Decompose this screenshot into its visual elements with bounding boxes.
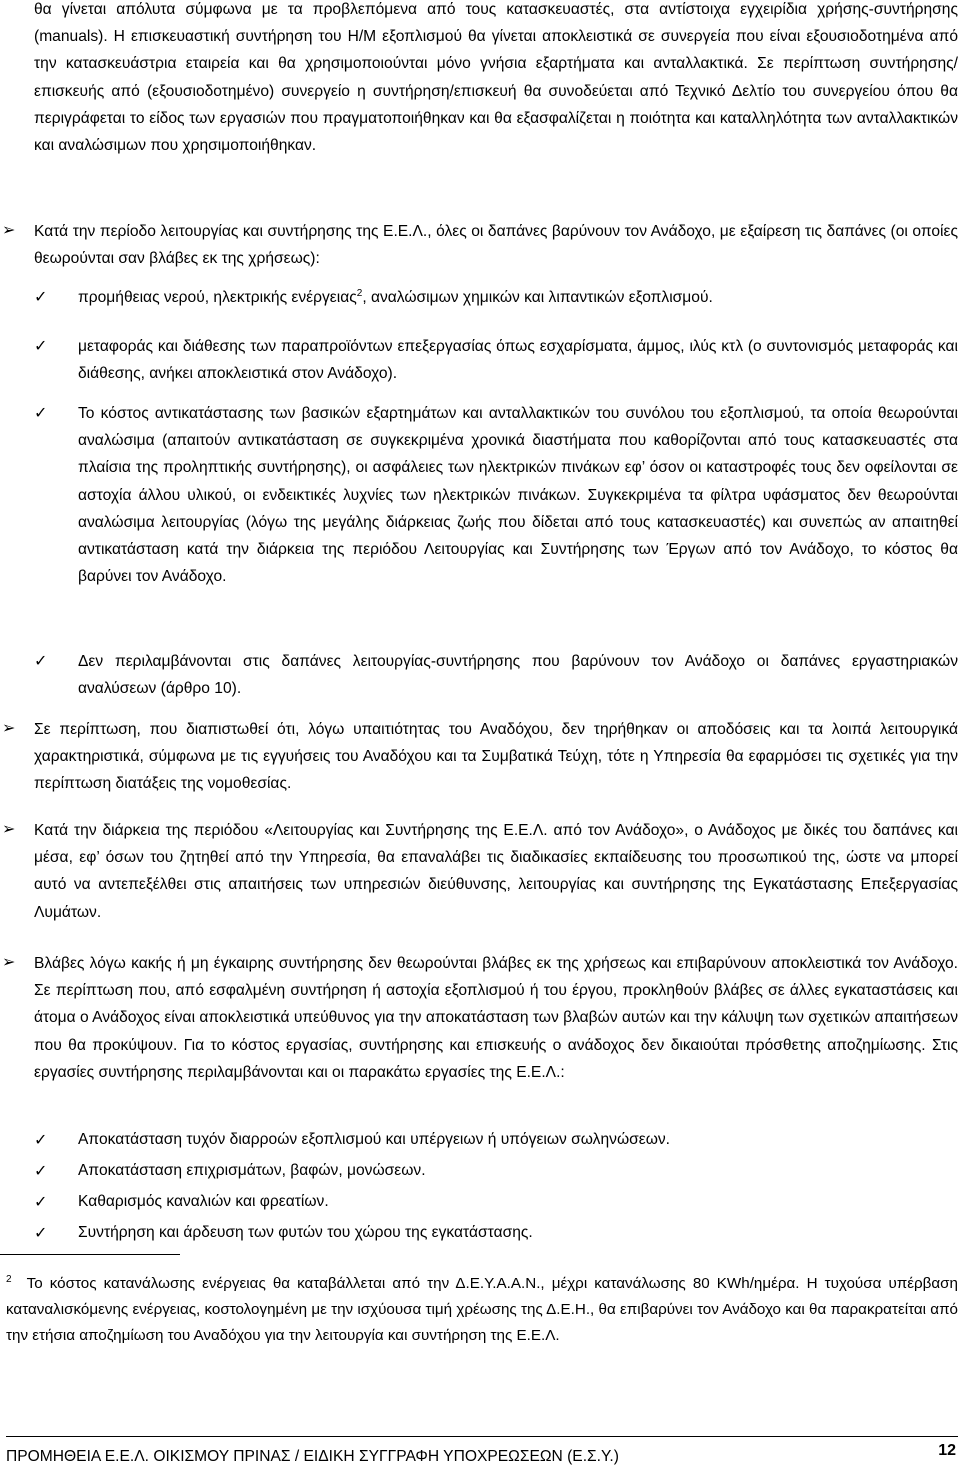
arrow-bullet-icon: ➢ <box>2 819 16 838</box>
bullet-2-text: Σε περίπτωση, που διαπιστωθεί ότι, λόγω υπαιτιότητας του Αναδόχου, δεν τηρήθηκαν οι αποδόσεις και τα λοιπά λειτουργικά χαρακτηριστικά, σύμφωνα με τις εγγυήσεις του Αναδόχου και τα Συμβατικά Τεύχη, τότε η Υπηρεσία θα εφαρμόσει τις σχετικές για την περίπτωση διατάξεις της νομοθεσίας. <box>34 721 958 793</box>
arrow-bullet-1 <box>2 218 958 272</box>
arrow-bullet-icon: ➢ <box>2 952 16 971</box>
footnote-mark: 2 <box>6 1273 12 1285</box>
arrow-bullet-2 <box>2 716 958 798</box>
checklist-item-3-text: Καθαρισμός καναλιών και φρεατίων. <box>78 1193 329 1210</box>
footnote-separator <box>0 1254 180 1255</box>
check-item-2 <box>34 333 958 387</box>
arrow-bullet-4 <box>2 950 958 1086</box>
page-number: 12 <box>938 1442 956 1459</box>
checkmark-icon: ✓ <box>34 1161 48 1180</box>
maintenance-checklist <box>34 1126 958 1250</box>
checkmark-icon: ✓ <box>34 336 48 355</box>
checklist-item-4 <box>34 1219 958 1250</box>
check-item-4 <box>34 648 958 702</box>
checklist-item-1-text: Αποκατάσταση τυχόν διαρροών εξοπλισμού και υπέργειων ή υπόγειων σωληνώσεων. <box>78 1131 671 1148</box>
arrow-bullet-icon: ➢ <box>2 718 16 737</box>
check-item-1-text <box>78 284 958 311</box>
checkmark-icon: ✓ <box>34 1130 48 1149</box>
arrow-bullet-icon: ➢ <box>2 220 16 239</box>
checklist-item-3 <box>34 1188 958 1219</box>
checkmark-icon: ✓ <box>34 403 48 422</box>
checkmark-icon: ✓ <box>34 1223 48 1242</box>
check-item-1 <box>34 284 958 311</box>
check-item-1-pre: προμήθειας νερού, ηλεκτρικής ενέργειας <box>78 289 357 306</box>
footer-title: ΠΡΟΜΗΘΕΙΑ Ε.Ε.Λ. ΟΙΚΙΣΜΟΥ ΠΡΙΝΑΣ / ΕΙΔΙΚΗ ΣΥΓΓΡΑΦΗ ΥΠΟΧΡΕΩΣΕΩΝ (Ε.Σ.Υ.) <box>6 1448 619 1465</box>
footer-separator <box>6 1436 958 1437</box>
footnote-ref: 2 <box>356 287 363 299</box>
check-item-1-post: , αναλώσιμων χημικών και λιπαντικών εξοπλισμού. <box>362 289 713 306</box>
checklist-item-4-text: Συντήρηση και άρδευση των φυτών του χώρου της εγκατάστασης. <box>78 1224 533 1241</box>
bullet-4-text: Βλάβες λόγω κακής ή μη έγκαιρης συντήρησης δεν θεωρούνται βλάβες εκ της χρήσεως και επιβαρύνουν αποκλειστικά τον Ανάδοχο. Σε περίπτωση που, από εσφαλμένη συντήρηση ή αστοχία εξοπλισμού ή του έργου, προκληθούν βλάβες σε άλλες εγκαταστάσεις και άτομα ο Ανάδοχος είναι αποκλειστικά υπεύθυνος για την αποκατάσταση των βλαβών αυτών και την κάλυψη των σχετικών απαιτήσεων που θα προκύψουν. Για το κόστος εργασίας, συντήρησης και επισκευής ο ανάδοχος δεν δικαιούται πρόσθετης αποζημίωσης. Στις εργασίες συντήρησης περιλαμβάνονται και οι παρακάτω εργασίες της Ε.Ε.Λ.: <box>34 955 958 1081</box>
checkmark-icon: ✓ <box>34 651 48 670</box>
footnote <box>6 1271 958 1349</box>
check-item-3 <box>34 400 958 590</box>
check-item-3-text: Το κόστος αντικατάστασης των βασικών εξαρτημάτων και ανταλλακτικών του συνόλου του εξοπλισμού, τα οποία θεωρούνται αναλώσιμα (απαιτούν αντικατάσταση σε συγκεκριμένα χρονικά διαστήματα που καθορίζονται από τους κατασκευαστές στα πλαίσια της προληπτικής συντήρησης), οι ασφάλειες των ηλεκτρικών πινάκων εφ’ όσον οι καταστροφές τους δεν οφείλονται σε αστοχία άλλου υλικού, οι ενδεικτικές λυχνίες των ηλεκτρικών πινάκων. Συγκεκριμένα τα φίλτρα υφάσματος δεν θεωρούνται αναλώσιμα λειτουργίας (λόγω της μεγάλης διάρκειας ζωής που δίδεται από τους κατασκευαστές) και συνεπώς αν απαιτηθεί αντικατάσταση κατά την διάρκεια της περιόδου Λειτουργίας και Συντήρησης των Έργων από τον Ανάδοχο, το κόστος θα βαρύνει τον Ανάδοχο. <box>78 405 958 586</box>
checkmark-icon: ✓ <box>34 287 48 306</box>
bullet-1-text: Κατά την περίοδο λειτουργίας και συντήρησης της Ε.Ε.Λ., όλες οι δαπάνες βαρύνουν τον Ανάδοχο, με εξαίρεση τις δαπάνες (οι οποίες θεωρούνται σαν βλάβες εκ της χρήσεως): <box>34 223 958 268</box>
checklist-item-2 <box>34 1157 958 1188</box>
footnote-text: Το κόστος κατανάλωσης ενέργειας θα καταβάλλεται από την Δ.Ε.Υ.Α.Α.Ν., μέχρι κατανάλωσης 80 KWh/ημέρα. Η τυχούσα υπέρβαση καταναλισκόμενης ενέργειας, κοστολογημένη με την ισχύουσα τιμή χρέωσης της Δ.Ε.Η., θα επιβαρύνει τον Ανάδοχο και θα παρακρατείται από την ετήσια αποζημίωση του Αναδόχου για την λειτουργία και συντήρηση της Ε.Ε.Λ. <box>6 1275 958 1344</box>
checklist-item-2-text: Αποκατάσταση επιχρισμάτων, βαφών, μονώσεων. <box>78 1162 426 1179</box>
check-item-2-text: μεταφοράς και διάθεσης των παραπροϊόντων επεξεργασίας όπως εσχαρίσματα, άμμος, ιλύς κτλ (ο συντονισμός μεταφοράς και διάθεσης, ανήκει αποκλειστικά στον Ανάδοχο). <box>78 338 958 383</box>
bullet-3-text: Κατά την διάρκεια της περιόδου «Λειτουργίας και Συντήρησης της Ε.Ε.Λ. από τον Ανάδοχο», ο Ανάδοχος με δικές του δαπάνες και μέσα, εφ’ όσων του ζητηθεί από την Υπηρεσία, θα επαναλάβει τις διαδικασίες εκπαίδευσης του προσωπικού της, ώστε να μπορεί αυτό να αντεπεξέλθει στις απαιτήσεις των υπηρεσιών διεύθυνσης, λειτουργίας και συντήρησης της Εγκατάστασης Επεξεργασίας Λυμάτων. <box>34 822 958 921</box>
intro-paragraph: θα γίνεται απόλυτα σύμφωνα με τα προβλεπόμενα από τους κατασκευαστές, στα αντίστοιχα εγχειρίδια χρήσης-συντήρησης (manuals). Η επισκευαστική συντήρηση του Η/Μ εξοπλισμού θα γίνεται αποκλειστικά σε συνεργεία που είναι εξουσιοδοτημένα από την κατασκευάστρια εταιρεία και θα χρησιμοποιούνται μόνο γνήσια εξαρτήματα και ανταλλακτικά. Σε περίπτωση συντήρησης/επισκευής από (εξουσιοδοτημένο) συνεργείο η συντήρηση/επισκευή θα συνοδεύεται από Τεχνικό Δελτίο του συνεργείου όπου θα περιγράφεται το είδος των εργασιών που πραγματοποιήθηκαν και θα εξασφαλίζεται η ποιότητα και καταλληλότητα των ανταλλακτικών και αναλώσιμων που χρησιμοποιήθηκαν. <box>34 1 958 155</box>
checkmark-icon: ✓ <box>34 1192 48 1211</box>
arrow-bullet-3 <box>2 817 958 926</box>
check-item-4-text: Δεν περιλαμβάνονται στις δαπάνες λειτουργίας-συντήρησης που βαρύνουν τον Ανάδοχο οι δαπάνες εργαστηριακών αναλύσεων (άρθρο 10). <box>78 653 958 698</box>
checklist-item-1 <box>34 1126 958 1157</box>
